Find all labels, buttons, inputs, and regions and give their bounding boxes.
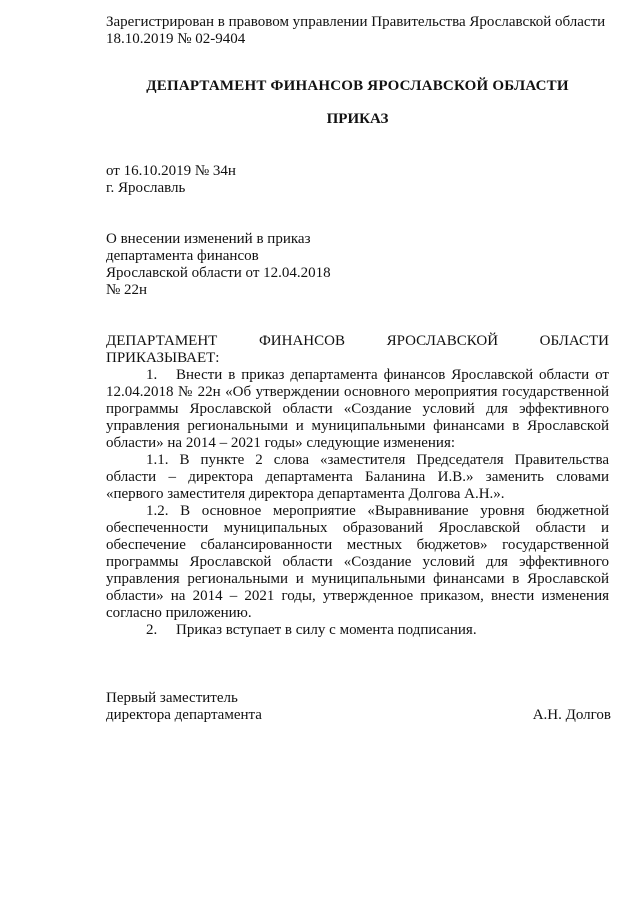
order-body: [106, 333, 609, 639]
paragraph-1-number: 1.: [146, 367, 158, 383]
paragraph-1-text: Внести в приказ департамента финансов Ярославской области от 12.04.2018 № 22н «Об утверждении основного мероприятия государственной программы Ярославской области «Создание условий для эффективного управления региональными и муниципальными финансами в Ярославской области» на 2014 – 2021 годы» следующие изменения:: [106, 367, 609, 451]
order-city: г. Ярославль: [106, 180, 186, 196]
signatory-title-row: [106, 707, 609, 724]
signature-block: [106, 690, 609, 724]
paragraph-2-text: Приказ вступает в силу с момента подписания.: [176, 622, 477, 638]
registration-line-1: Зарегистрирован в правовом управлении Правительства Ярославской области: [106, 14, 606, 30]
paragraph-1-1: 1.1. В пункте 2 слова «заместителя Председателя Правительства области – директора департамента Баланина И.В.» заменить словами «первого заместителя директора департамента Долгова А.Н.».: [106, 452, 609, 502]
department-title: ДЕПАРТАМЕНТ ФИНАНСОВ ЯРОСЛАВСКОЙ ОБЛАСТИ: [146, 78, 569, 94]
paragraph-1: [106, 367, 609, 452]
subject-line-4: № 22н: [106, 282, 148, 298]
registration-line-2: 18.10.2019 № 02-9404: [106, 31, 246, 47]
subject-line-1: О внесении изменений в приказ: [106, 231, 311, 247]
order-subject: [106, 231, 609, 299]
subject-line-2: департамента финансов: [106, 248, 259, 264]
preamble-department: ДЕПАРТАМЕНТ ФИНАНСОВ ЯРОСЛАВСКОЙ ОБЛАСТИ: [106, 333, 609, 349]
registration-stamp: [106, 14, 609, 48]
paragraph-2-number: 2.: [146, 622, 158, 638]
preamble-orders: ПРИКАЗЫВАЕТ:: [106, 350, 220, 366]
signatory-title-line-2: директора департамента: [106, 707, 262, 723]
order-date-number: от 16.10.2019 № 34н: [106, 163, 236, 179]
paragraph-2: [106, 622, 609, 639]
signatory-title-line-1: Первый заместитель: [106, 690, 238, 706]
order-meta: [106, 163, 609, 197]
paragraph-1-2: 1.2. В основное мероприятие «Выравнивание уровня бюджетной обеспеченности муниципальных образований Ярославской области и обеспечение сбалансированности местных бюджетов» государственной программы Ярославской области «Создание условий для эффективного управления региональными и муниципальными финансами в Ярославской области» на 2014 – 2021 годы, утвержденное приказом, внести изменения согласно приложению.: [106, 503, 609, 621]
signatory-name: А.Н. Долгов: [532, 707, 611, 723]
subject-line-3: Ярославской области от 12.04.2018: [106, 265, 331, 281]
order-title: ПРИКАЗ: [326, 111, 389, 127]
document-page: [106, 14, 609, 724]
